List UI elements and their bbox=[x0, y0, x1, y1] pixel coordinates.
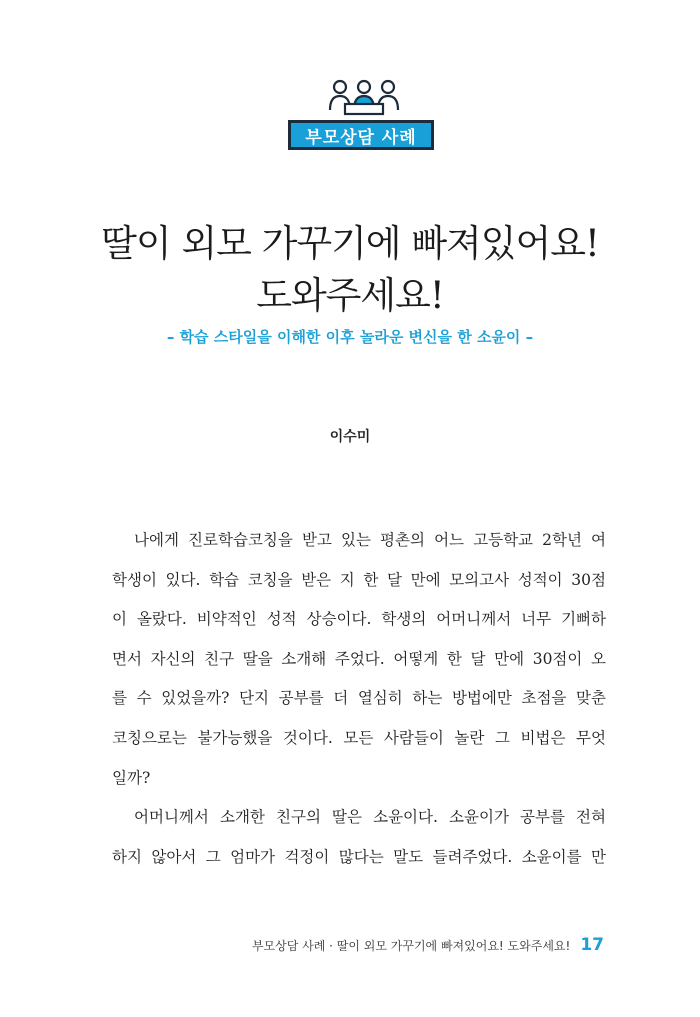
body-line: 코칭으로는 불가능했을 것이다. 모든 사람들이 놀란 그 비법은 무엇 bbox=[112, 728, 606, 747]
article-title-line1: 딸이 외모 가꾸기에 빠져있어요! bbox=[101, 222, 599, 265]
article-subtitle: – 학습 스타일을 이해한 이후 놀라운 변신을 한 소윤이 – bbox=[166, 328, 534, 346]
section-badge-label: 부모상담 사례 bbox=[305, 127, 417, 148]
body-line: 이 올랐다. 비약적인 성적 상승이다. 학생의 어머니께서 너무 기뻐하 bbox=[112, 610, 606, 629]
running-title: 부모상담 사례 · 딸이 외모 가꾸기에 빠져있어요! 도와주세요! bbox=[251, 939, 571, 953]
body-line: 를 수 있었을까? 단지 공부를 더 열심히 하는 방법에만 초점을 맞춘 bbox=[112, 689, 606, 708]
body-line: 학생이 있다. 학습 코칭을 받은 지 한 달 만에 모의고사 성적이 30점 bbox=[112, 570, 606, 589]
section-emblem bbox=[276, 78, 436, 154]
body-line: 일까? bbox=[112, 768, 151, 787]
page-number: 17 bbox=[580, 935, 604, 955]
article-body bbox=[112, 521, 606, 877]
body-line: 어머니께서 소개한 친구의 딸은 소윤이다. 소윤이가 공부를 전혀 bbox=[134, 808, 606, 827]
body-line: 나에게 진로학습코칭을 받고 있는 평촌의 어느 고등학교 2학년 여 bbox=[134, 531, 606, 549]
section-badge bbox=[288, 120, 434, 150]
body-line: 하지 않아서 그 엄마가 걱정이 많다는 말도 들려주었다. 소윤이를 만 bbox=[112, 847, 606, 866]
article-title-line2: 도와주세요! bbox=[256, 274, 444, 317]
body-line: 면서 자신의 친구 딸을 소개해 주었다. 어떻게 한 달 만에 30점이 오 bbox=[112, 649, 606, 668]
people-at-table-icon bbox=[328, 78, 400, 122]
author-name: 이수미 bbox=[329, 429, 371, 445]
article-title bbox=[0, 218, 700, 322]
page-footer bbox=[252, 935, 604, 955]
